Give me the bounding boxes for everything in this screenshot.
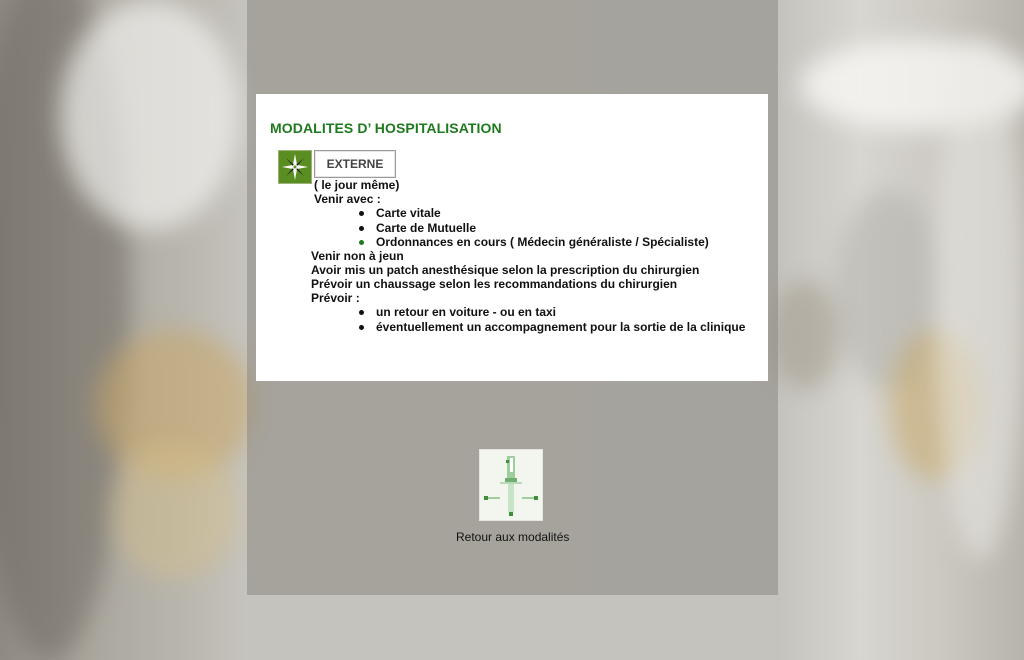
patch-line: Avoir mis un patch anesthésique selon la prescription du chirurgien	[311, 263, 700, 277]
come-with-heading: Venir avec :	[314, 192, 381, 206]
content-box	[256, 94, 768, 381]
fasting-line: Venir non à jeun	[311, 249, 404, 263]
list-item: éventuellement un accompagnement pour la sortie de la clinique	[359, 320, 745, 335]
list-item: Ordonnances en cours ( Médecin généraliste / Spécialiste)	[359, 235, 709, 250]
externe-button[interactable]: EXTERNE	[314, 150, 396, 178]
compass-icon[interactable]	[278, 150, 312, 184]
bullet-icon	[359, 226, 364, 231]
bullet-icon	[359, 240, 364, 245]
plan-list	[359, 305, 745, 334]
floor-plan-icon	[480, 450, 542, 520]
list-item: un retour en voiture - ou en taxi	[359, 305, 745, 320]
return-thumbnail[interactable]	[479, 449, 543, 521]
plan-heading: Prévoir :	[311, 291, 360, 305]
shoes-line: Prévoir un chaussage selon les recommandations du chirurgien	[311, 277, 678, 291]
return-link[interactable]: Retour aux modalités	[456, 530, 570, 544]
list-item: Carte vitale	[359, 206, 709, 221]
list-item: Carte de Mutuelle	[359, 221, 709, 236]
same-day-note: ( le jour même)	[314, 178, 400, 192]
come-with-list	[359, 206, 709, 250]
bullet-icon	[359, 310, 364, 315]
bullet-icon	[359, 211, 364, 216]
page-title: MODALITES D’ HOSPITALISATION	[270, 120, 502, 136]
bullet-icon	[359, 325, 364, 330]
